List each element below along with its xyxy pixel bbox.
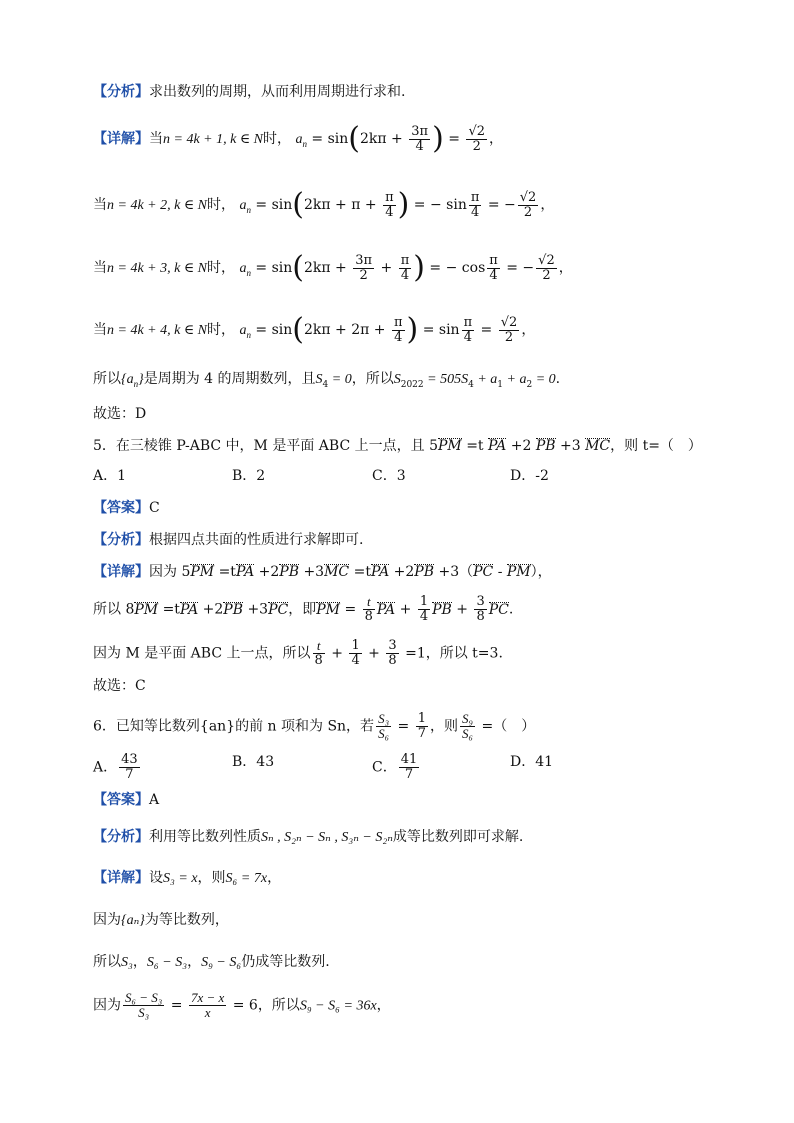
- question-6: 6．已知等比数列{an}的前 n 项和为 Sn，若 $\frac{\text{S₃}}{\text{S₆}}$ = $\frac{1}{7}$ ，则 $\frac{\text{S₉}}{\text{S₆}}$ =（ ）: [93, 711, 536, 741]
- fraction: $\frac{41}{7}$: [400, 752, 418, 782]
- fraction: $\frac{\text{S₃}}{\text{S₆}}$: [378, 711, 390, 741]
- fraction: $\frac{√2}{2}$: [519, 189, 537, 220]
- q5-option-a: A．1: [93, 468, 127, 484]
- question-5: 5．在三棱锥 P-ABC 中，M 是平面 ABC 上一点，且 5PM =t PA +2 PB +3 MC，则 t=（ ）: [93, 438, 702, 454]
- fraction: $\frac{\text{S₆ − S₃}}{\text{S₃}}$: [125, 990, 163, 1020]
- solution-6-line-4: 因为 $\frac{\text{S₆ − S₃}}{\text{S₃}}$ = $\frac{7x - x}{x}$ = 6，所以S₉ − S₆ = 36x，: [93, 990, 391, 1020]
- solution-5-line-1: 【详解】因为 5PM =tPA +2PB +3MC =tPA +2PB +3（PC - PM），: [93, 564, 552, 580]
- solution-line-1: 【详解】当n = 4k + 1, k ∈ N时， $a_n = \sin(2k\pi$ + $\frac{3\pi}{4}$ ) = $\frac{√2}{2}$ ，: [93, 121, 503, 156]
- fraction: $\frac{43}{7}$: [121, 752, 138, 782]
- fraction: $\frac{\pi}{4}$: [385, 189, 394, 220]
- fraction: $\frac{3}{8}$: [388, 638, 397, 668]
- q5-option-d: D．-2: [510, 468, 549, 484]
- answer-choice-5: 故选：C: [93, 678, 146, 694]
- fraction: $\frac{t}{8}$: [314, 638, 323, 668]
- fraction: $\frac{t}{8}$: [364, 594, 373, 624]
- solution-6-line-2: 因为{aₙ}为等比数列，: [93, 912, 229, 928]
- fraction: $\frac{1}{4}$: [351, 638, 360, 668]
- fraction: $\frac{√2}{2}$: [500, 314, 518, 345]
- fraction: $\frac{\pi}{4}$: [400, 252, 410, 283]
- q6-option-b: B．43: [232, 754, 275, 770]
- solution-conclusion-4: 所以$\{a_n\}$是周期为 4 的周期数列，且$S_4 = 0$，所以$S_{2022} = 505S_4 + a_1 + a_2 = 0$.: [93, 371, 561, 390]
- solution-line-3: 当n = 4k + 3, k ∈ N时， $a_n = \sin(2k\pi$ + $\frac{3\pi}{2}$ + $\frac{\pi}{4}$ ) = − cos $\frac{\pi}{4}$ = − $\frac{√2}{2}$ ，: [93, 250, 573, 285]
- q6-option-c: C． $\frac{41}{7}$: [372, 752, 418, 782]
- solution-line-4: 当n = 4k + 4, k ∈ N时， $a_n = \sin(2k\pi + 2\pi$ + $\frac{\pi}{4}$ ) = sin $\frac{\pi}{4}$ = $\frac{√2}{2}$ ，: [93, 312, 536, 347]
- solution-6-line-1: 【详解】设S₃ = x，则S₆ = 7x，: [93, 870, 282, 886]
- fraction: $\frac{1}{7}$: [417, 711, 427, 741]
- solution-5-line-3: 因为 M 是平面 ABC 上一点，所以 $\frac{t}{8}$ + $\frac{1}{4}$ + $\frac{3}{8}$ =1，所以 t=3.: [93, 638, 503, 668]
- fraction: $\frac{1}{4}$: [419, 594, 429, 624]
- fraction: $\frac{\pi}{4}$: [393, 314, 403, 345]
- q6-option-d: D．41: [510, 754, 554, 770]
- fraction: $\frac{\pi}{4}$: [489, 252, 498, 283]
- answer-choice-4: 故选：D: [93, 406, 147, 422]
- fraction: $\frac{3\pi}{2}$: [355, 252, 373, 283]
- analysis-5: 【分析】根据四点共面的性质进行求解即可.: [93, 532, 364, 548]
- fraction: $\frac{√2}{2}$: [468, 123, 485, 154]
- q6-option-a: A． $\frac{43}{7}$: [93, 752, 138, 782]
- solution-line-2: 当n = 4k + 2, k ∈ N时， $a_n = \sin(2k\pi + \pi$ + $\frac{\pi}{4}$ ) = − sin $\frac{\pi}{4}$ = − $\frac{√2}{2}$ ，: [93, 187, 555, 222]
- fraction: $\frac{3}{8}$: [476, 594, 485, 624]
- q5-option-b: B．2: [232, 468, 266, 484]
- fraction: $\frac{\pi}{4}$: [463, 314, 473, 345]
- fraction: $\frac{\text{S₉}}{\text{S₆}}$: [462, 711, 474, 741]
- q5-option-c: C．3: [372, 468, 406, 484]
- fraction: $\frac{7x - x}{x}$: [190, 990, 225, 1020]
- fraction: $\frac{3\pi}{4}$: [411, 123, 429, 154]
- answer-5: 【答案】C: [93, 500, 160, 516]
- solution-6-line-3: 所以S₃，S₆ − S₃，S₉ − S₆仍成等比数列.: [93, 954, 330, 970]
- analysis-line-4: 【分析】求出数列的周期，从而利用周期进行求和.: [93, 84, 406, 100]
- analysis-6: 【分析】利用等比数列性质Sₙ , S₂ₙ − Sₙ , S₃ₙ − S₂ₙ成等比数列即可求解.: [93, 829, 524, 845]
- solution-5-line-2: 所以 8PM =tPA +2PB +3PC，即PM = $\frac{t}{8}$ PA + $\frac{1}{4}$ PB + $\frac{3}{8}$ PC.: [93, 594, 514, 624]
- fraction: $\frac{\pi}{4}$: [470, 189, 480, 220]
- fraction: $\frac{√2}{2}$: [538, 252, 555, 283]
- answer-6: 【答案】A: [93, 792, 160, 808]
